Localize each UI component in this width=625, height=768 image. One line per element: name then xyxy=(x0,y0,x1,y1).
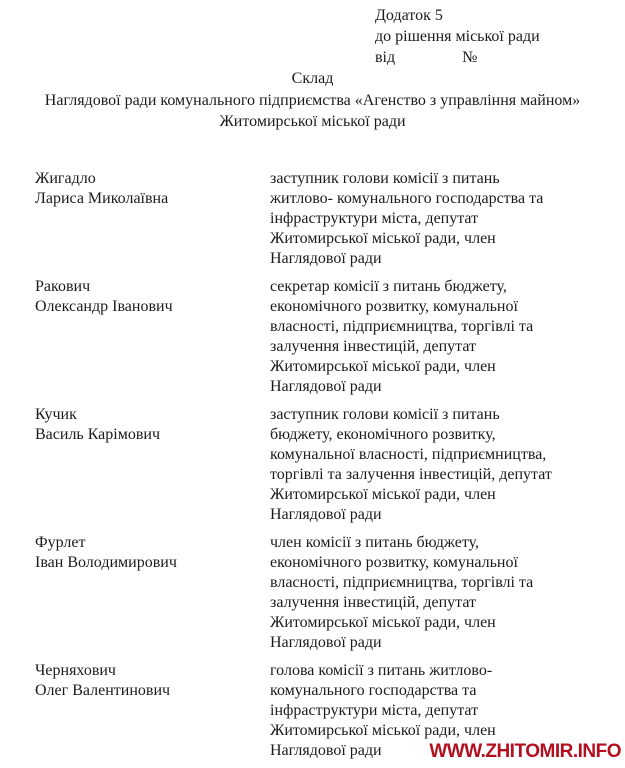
member-role xyxy=(270,277,580,397)
member-role-line: економічного розвитку, комунальної xyxy=(270,553,518,571)
member-role-line: Житомирської міської ради, член xyxy=(270,721,496,739)
member-role-line: інфраструктури міста, депутат xyxy=(270,209,479,227)
member-role-line: секретар комісії з питань бюджету, xyxy=(270,277,507,295)
title-line-council: Житомирської міської ради xyxy=(219,113,406,130)
member-name-line: Черняхович xyxy=(35,661,116,679)
appendix-reference: до рішення міської ради xyxy=(375,28,540,45)
appendix-date-line xyxy=(375,47,625,68)
watermark-url: WWW.ZHITOMIR.INFO xyxy=(429,741,621,762)
member-role-line: Житомирської міської ради, член xyxy=(270,357,496,375)
member-name-line: Фурлет xyxy=(35,533,86,551)
member-role-line: власності, підприємництва, торгівлі та xyxy=(270,573,534,591)
member-name-line: Лариса Миколаївна xyxy=(35,189,169,207)
member-row xyxy=(0,405,625,525)
member-name-line: Ракович xyxy=(35,277,91,295)
member-role xyxy=(270,533,580,653)
member-role-line: Наглядової ради xyxy=(270,505,382,523)
member-name xyxy=(0,533,270,653)
member-role-line: заступник голови комісії з питань xyxy=(270,405,500,423)
members-list xyxy=(0,169,625,761)
member-name-line: Іван Володимирович xyxy=(35,553,177,571)
member-row xyxy=(0,533,625,653)
member-name-line: Олександр Іванович xyxy=(35,297,173,315)
member-role-line: залучення інвестицій, депутат xyxy=(270,337,477,355)
member-role xyxy=(270,169,580,269)
document-title xyxy=(0,68,625,133)
title-line-board: Наглядової ради комунального підприємства «Агенство з управління майном» xyxy=(44,91,581,109)
member-role-line: Наглядової ради xyxy=(270,741,382,759)
member-role-line: Житомирської міської ради, член xyxy=(270,485,496,503)
member-role-line: комунального господарства та xyxy=(270,681,477,699)
member-role-line: голова комісії з питань житлово- xyxy=(270,661,493,679)
member-role xyxy=(270,405,580,525)
member-role-line: Житомирської міської ради, член xyxy=(270,613,496,631)
member-role-line: торгівлі та залучення інвестицій, депутат xyxy=(270,465,552,483)
member-role-line: заступник голови комісії з питань xyxy=(270,169,500,187)
member-name xyxy=(0,661,270,761)
member-name-line: Василь Карімович xyxy=(35,425,161,443)
member-name-line: Жигадло xyxy=(35,169,96,187)
member-role-line: залучення інвестицій, депутат xyxy=(270,593,477,611)
member-role-line: Житомирської міської ради, член xyxy=(270,229,496,247)
member-name-line: Кучик xyxy=(35,405,77,423)
member-role-line: житлово- комунального господарства та xyxy=(270,189,544,207)
member-name xyxy=(0,405,270,525)
member-name-line: Олег Валентинович xyxy=(35,681,171,699)
member-role-line: комунальної власності, підприємництва, xyxy=(270,445,547,463)
member-role-line: власності, підприємництва, торгівлі та xyxy=(270,317,534,335)
member-role-line: член комісії з питань бюджету, xyxy=(270,533,480,551)
member-row xyxy=(0,169,625,269)
appendix-number: Додаток 5 xyxy=(375,7,443,24)
title-line-sklad: Склад xyxy=(291,70,334,87)
member-name xyxy=(0,169,270,269)
member-row xyxy=(0,277,625,397)
member-role-line: економічного розвитку, комунальної xyxy=(270,297,518,315)
member-role-line: Наглядової ради xyxy=(270,633,382,651)
from-label: від xyxy=(375,49,396,66)
member-role-line: Наглядової ради xyxy=(270,377,382,395)
number-sign: № xyxy=(462,49,478,66)
member-name xyxy=(0,277,270,397)
member-role-line: інфраструктури міста, депутат xyxy=(270,701,479,719)
member-role-line: Наглядової ради xyxy=(270,249,382,267)
member-role-line: бюджету, економічного розвитку, xyxy=(270,425,496,443)
appendix-header xyxy=(375,5,625,68)
